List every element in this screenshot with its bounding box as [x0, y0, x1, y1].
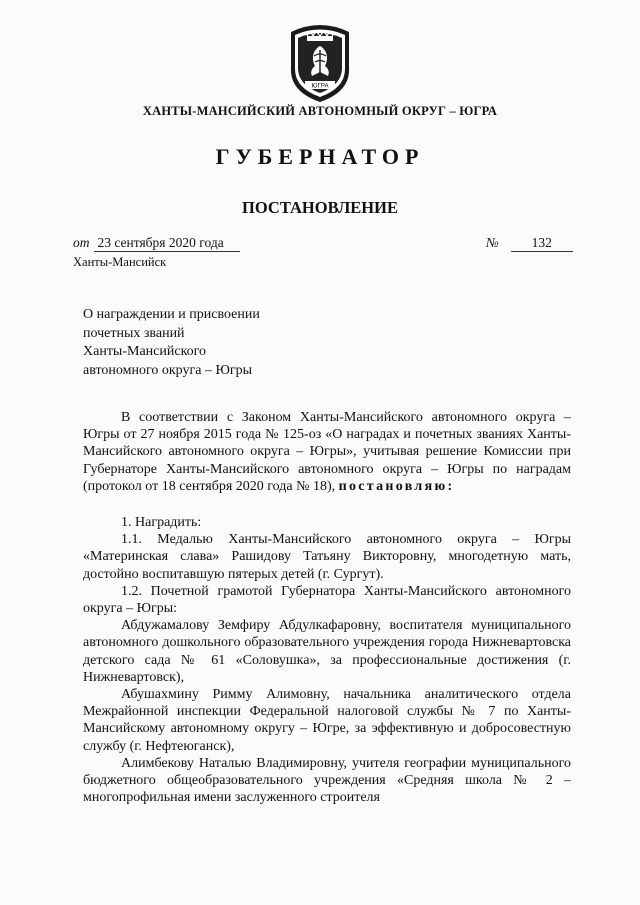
document-body	[83, 409, 571, 806]
subject-line: автономного округа – Югры	[83, 362, 252, 378]
authority-title: ГУБЕРНАТОР	[215, 144, 425, 169]
subject-line: почетных званий	[83, 325, 185, 341]
date-prefix: от	[73, 235, 90, 250]
region-title: ХАНТЫ-МАНСИЙСКИЙ АВТОНОМНЫЙ ОКРУГ – ЮГРА	[142, 104, 498, 118]
emblem-label: ЮГРА	[311, 83, 329, 90]
document-type: ПОСТАНОВЛЕНИЕ	[242, 198, 398, 217]
preamble-paragraph	[83, 409, 571, 495]
award-recipient-paragraph: Абушахмину Римму Алимовну, начальника аналитического отдела Межрайонной инспекции Федеральной налоговой службы № 7 по Ханты-Мансийскому автономному округу – Югре, за эффективную и добросовестную службу (г. Нефтеюганск),	[83, 687, 571, 754]
number-line	[486, 235, 573, 252]
city-name: Ханты-Мансийск	[73, 255, 167, 269]
document-date: 23 сентября 2020 года	[94, 235, 240, 252]
paragraph-gap	[83, 495, 571, 514]
document-subject	[83, 306, 323, 380]
item-paragraph: 1.2. Почетной грамотой Губернатора Ханты-Мансийского автономного округа – Югры:	[83, 583, 571, 617]
preamble-text: В соответствии с Законом Ханты-Мансийского автономного округа – Югры от 27 ноября 2015 года № 125-оз «О наградах и почетных званиях Ханты-Мансийского автономного округа – Югры», учитывая решение Комиссии при Губернаторе Ханты-Мансийского автономного округа – Югры по наградам (протокол от 18 сентября 2020 года № 18),	[83, 410, 571, 494]
award-recipient-paragraph: Абдужамалову Земфиру Абдулкафаровну, воспитателя муниципального автономного дошкольного образовательного учреждения города Нижневартовска детского сада № 61 «Соловушка», за профессиональные достижения (г. Нижневартовск),	[83, 618, 571, 685]
subject-line: О награждении и присвоении	[83, 307, 260, 322]
subject-line: Ханты-Мансийского	[83, 344, 207, 359]
resolve-word: постановляю:	[338, 478, 455, 494]
award-recipient-paragraph: Алимбекову Наталью Владимировну, учителя географии муниципального бюджетного общеобразовательного учреждения «Средняя школа № 2 – многопрофильная имени заслуженного строителя	[83, 755, 571, 806]
date-line	[73, 235, 240, 252]
item-paragraph: 1. Наградить:	[121, 515, 202, 531]
number-prefix: №	[486, 235, 499, 250]
document-number: 132	[511, 235, 573, 252]
coat-of-arms-emblem	[285, 22, 355, 104]
item-paragraph: 1.1. Медалью Ханты-Мансийского автономного округа – Югры «Материнская слава» Рашидову Татьяну Викторовну, многодетную мать, достойно воспитавшую пятерых детей (г. Сургут).	[83, 532, 571, 582]
